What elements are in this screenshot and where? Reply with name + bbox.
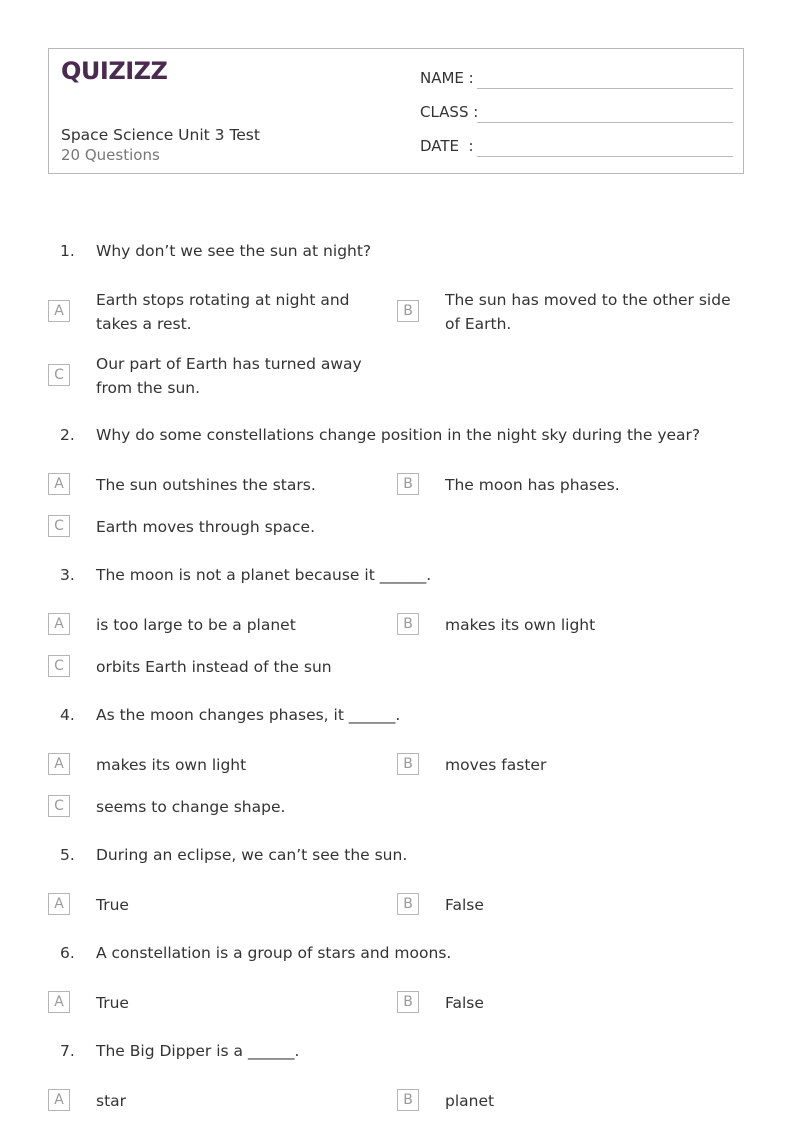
option-text: makes its own light [96, 756, 247, 774]
option-text: True [96, 896, 129, 914]
option-text: is too large to be a planet [96, 616, 296, 634]
option-text: Our part of Earth has turned away from the sun. [96, 355, 362, 397]
option-box-a[interactable]: A [48, 1089, 70, 1111]
question-text: During an eclipse, we can’t see the sun. [96, 846, 408, 864]
question-number: 6. [60, 944, 75, 962]
question-text: Why don’t we see the sun at night? [96, 242, 372, 260]
option-box-c[interactable]: C [48, 364, 70, 386]
class-line[interactable] [477, 122, 733, 123]
option-text: False [445, 994, 484, 1012]
option-box-b[interactable]: B [397, 613, 419, 635]
question-text: Why do some constellations change position in the night sky during the year? [96, 426, 701, 444]
worksheet-header [48, 48, 744, 174]
question-text: The moon is not a planet because it ______. [96, 566, 432, 584]
option-box-b[interactable]: B [397, 753, 419, 775]
option-box-c[interactable]: C [48, 655, 70, 677]
question-number: 3. [60, 566, 75, 584]
option-text: False [445, 896, 484, 914]
option-box-b[interactable]: B [397, 300, 419, 322]
option-box-a[interactable]: A [48, 991, 70, 1013]
option-box-b[interactable]: B [397, 893, 419, 915]
question-text: The Big Dipper is a ______. [96, 1042, 300, 1060]
option-text: moves faster [445, 756, 547, 774]
question-text: As the moon changes phases, it ______. [96, 706, 401, 724]
option-text: True [96, 994, 129, 1012]
option-text: The moon has phases. [445, 476, 620, 494]
worksheet-title: Space Science Unit 3 Test [61, 126, 260, 144]
option-text: The sun outshines the stars. [96, 476, 316, 494]
option-box-a[interactable]: A [48, 613, 70, 635]
option-text: Earth moves through space. [96, 518, 316, 536]
option-box-b[interactable]: B [397, 1089, 419, 1111]
quizizz-logo: QUIZIZZ [61, 57, 168, 85]
option-box-b[interactable]: B [397, 991, 419, 1013]
option-box-a[interactable]: A [48, 753, 70, 775]
option-box-c[interactable]: C [48, 515, 70, 537]
option-box-a[interactable]: A [48, 300, 70, 322]
option-text: The sun has moved to the other side of Earth. [445, 291, 731, 333]
name-line[interactable] [477, 88, 733, 89]
question-text: A constellation is a group of stars and moons. [96, 944, 452, 962]
class-label: CLASS : [420, 103, 479, 121]
option-text: Earth stops rotating at night and takes a rest. [96, 291, 350, 333]
date-label: DATE : [420, 137, 474, 155]
option-box-b[interactable]: B [397, 473, 419, 495]
option-text: seems to change shape. [96, 798, 286, 816]
option-box-a[interactable]: A [48, 473, 70, 495]
option-text: star [96, 1092, 127, 1110]
question-number: 5. [60, 846, 75, 864]
option-text: orbits Earth instead of the sun [96, 658, 332, 676]
question-count: 20 Questions [61, 146, 160, 164]
option-box-a[interactable]: A [48, 893, 70, 915]
option-text: planet [445, 1092, 495, 1110]
question-number: 2. [60, 426, 75, 444]
option-box-c[interactable]: C [48, 795, 70, 817]
option-text: makes its own light [445, 616, 596, 634]
date-line[interactable] [477, 156, 733, 157]
name-label: NAME : [420, 69, 474, 87]
question-number: 4. [60, 706, 75, 724]
question-number: 7. [60, 1042, 75, 1060]
question-number: 1. [60, 242, 75, 260]
